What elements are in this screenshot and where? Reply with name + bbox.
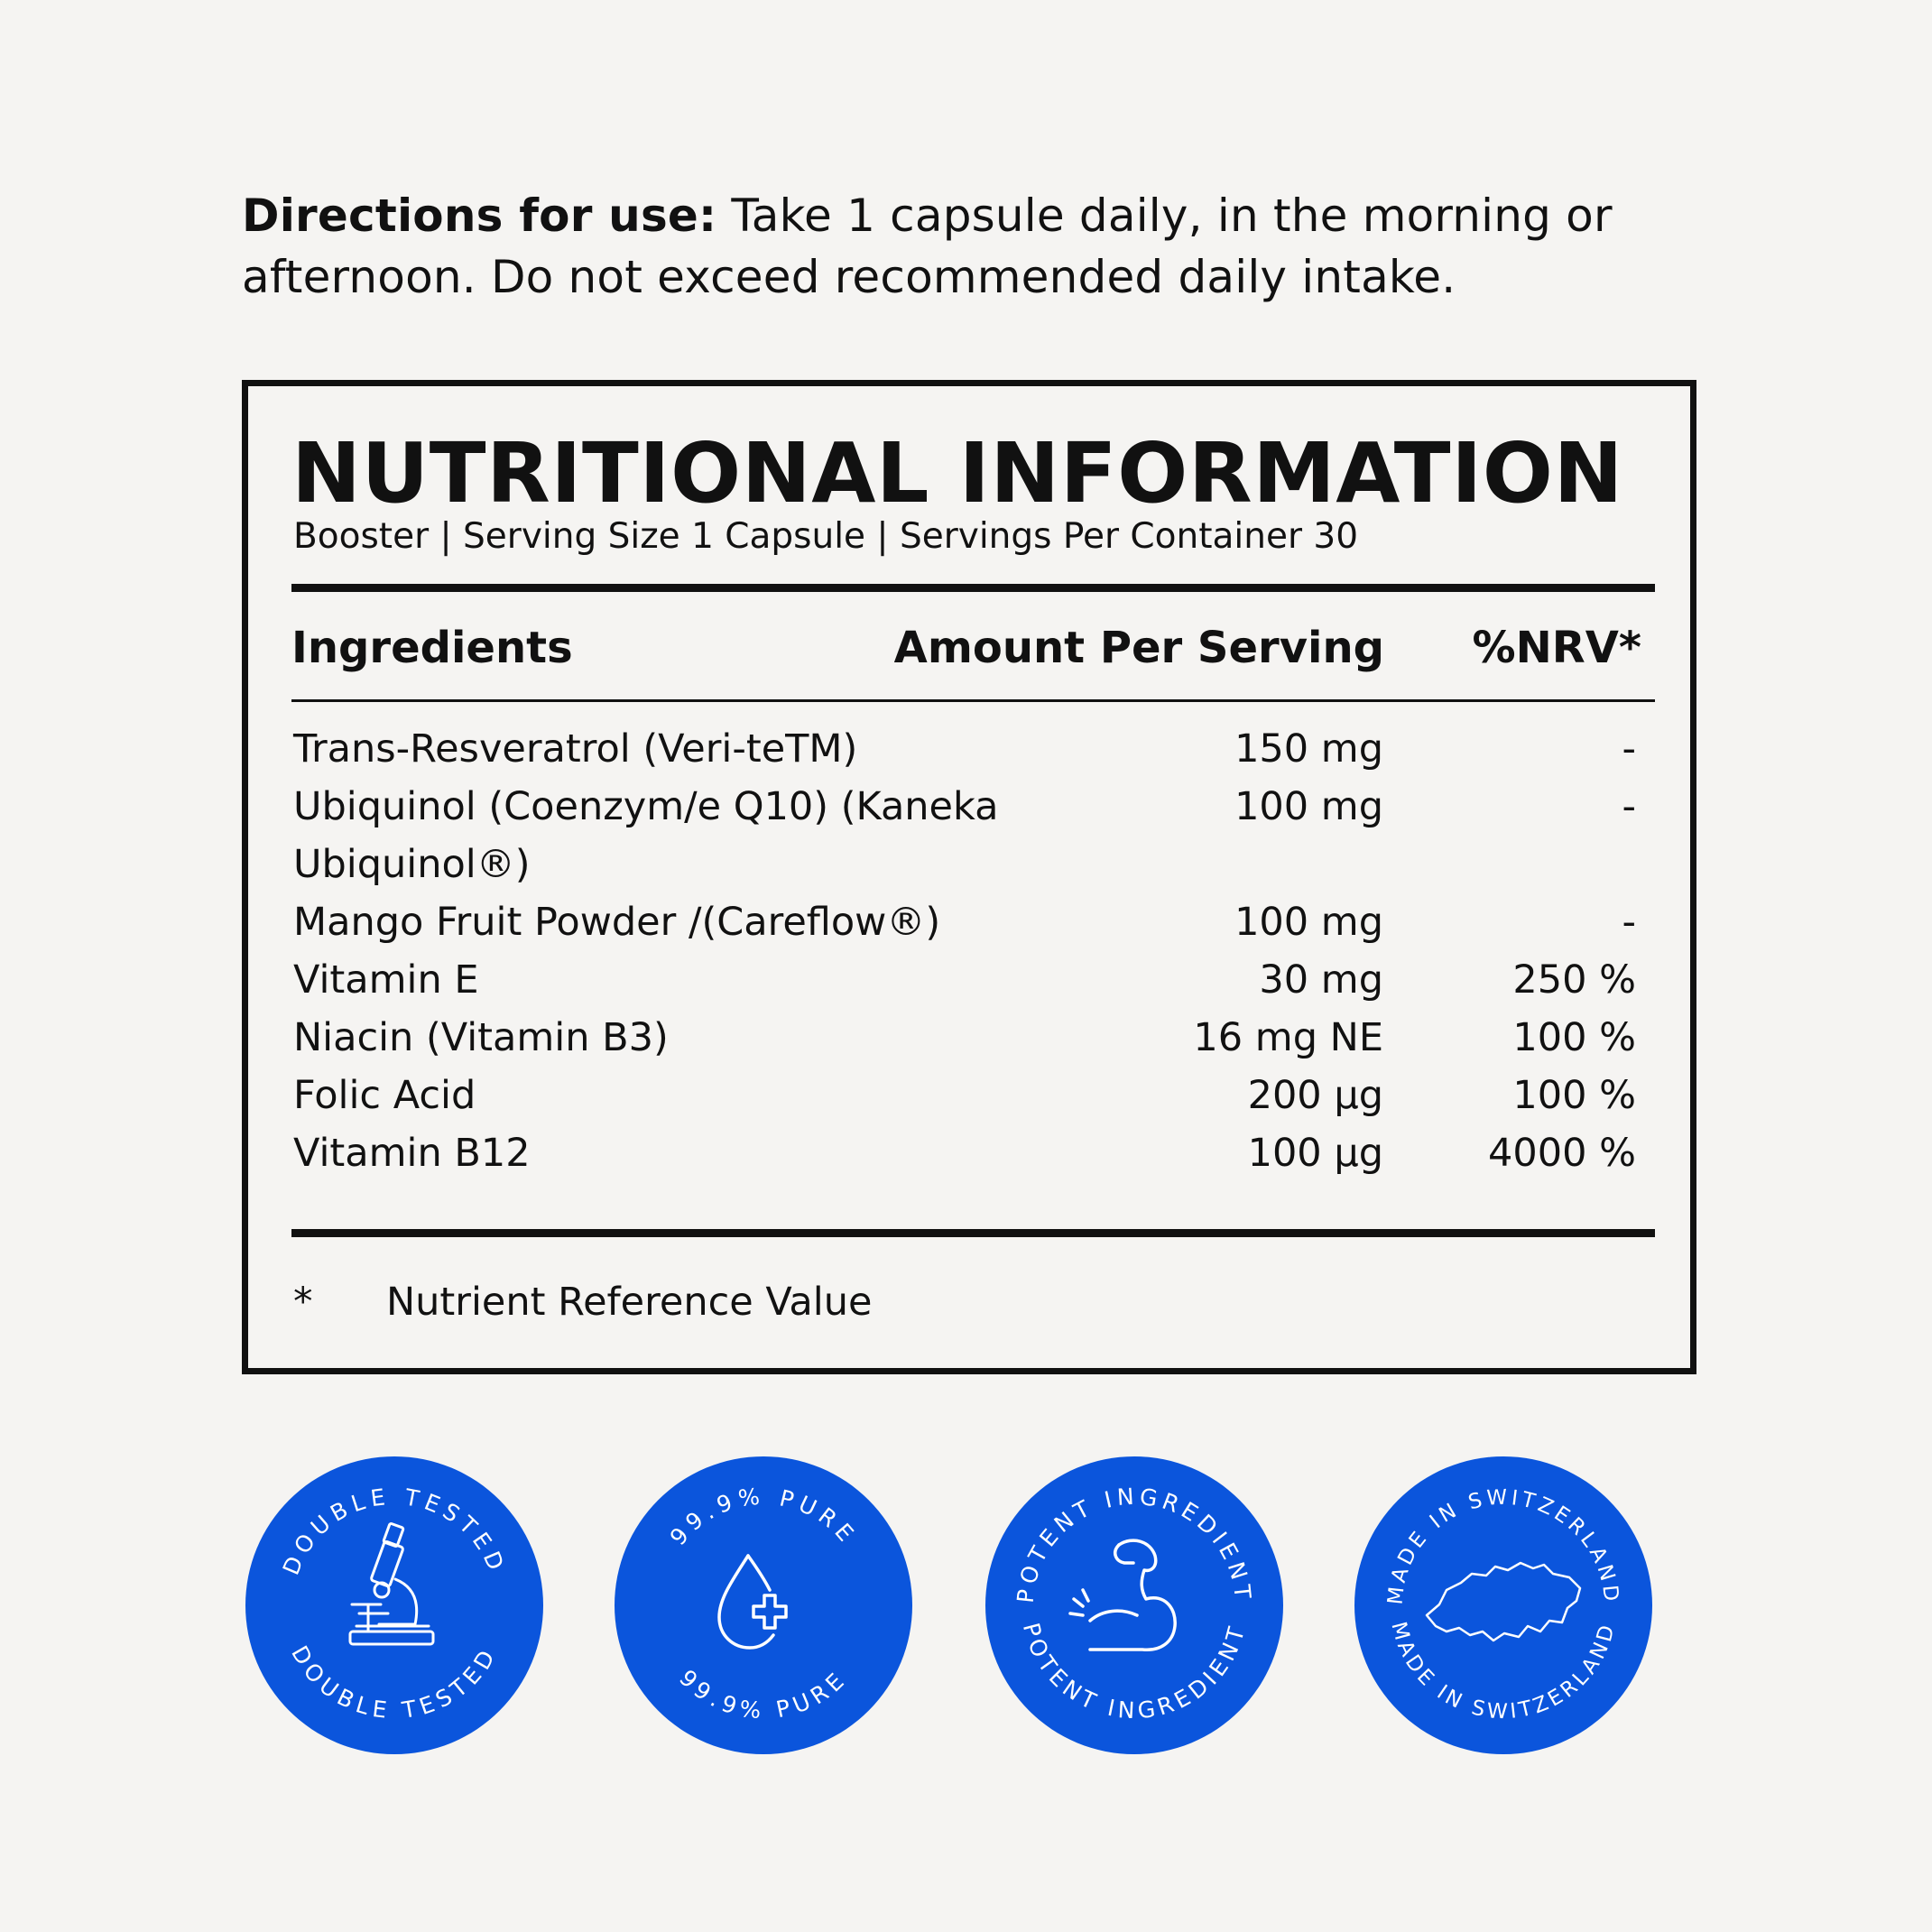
panel-title: NUTRITIONAL INFORMATION (291, 425, 1623, 522)
badge-label-bottom: POTENT INGREDIENT (1017, 1620, 1252, 1724)
ingredient-nrv: 4000 % (1488, 1131, 1636, 1176)
ingredient-nrv: 100 % (1512, 1015, 1636, 1060)
ingredient-amount: 100 mg (1234, 900, 1383, 945)
panel-subtitle: Booster | Serving Size 1 Capsule | Servings Per Container 30 (293, 516, 1359, 557)
header-rule (291, 699, 1655, 702)
header-amount: Amount Per Serving (893, 623, 1384, 673)
badge-label-bottom: DOUBLE TESTED (286, 1641, 503, 1724)
ingredient-amount: 16 mg NE (1193, 1015, 1383, 1060)
badge-double-tested-graphic (244, 1455, 545, 1756)
badge-label-top: POTENT INGREDIENT (1012, 1483, 1257, 1604)
badge-row (0, 1455, 1932, 1756)
bottom-rule (291, 1229, 1655, 1237)
table-row (248, 951, 1690, 1009)
table-row (248, 893, 1690, 951)
footnote-mark: * (293, 1280, 313, 1325)
table-row (248, 720, 1690, 778)
ingredient-table (248, 720, 1690, 1182)
directions-label: Directions for use: (242, 190, 717, 242)
badge-label-top: 99.9% PURE (664, 1483, 863, 1551)
ingredient-nrv: 250 % (1512, 957, 1636, 1003)
badge-label-top: MADE IN SWITZERLAND (1383, 1485, 1623, 1606)
badge-label-bottom: MADE IN SWITZERLAND (1386, 1619, 1621, 1724)
ingredient-name: Trans-Resveratrol (Veri-teTM) (293, 726, 858, 772)
badge-potent-ingredient-graphic (984, 1455, 1285, 1756)
ingredient-amount: 100 mg (1234, 784, 1383, 829)
header-ingredients: Ingredients (291, 623, 573, 673)
ingredient-name: Niacin (Vitamin B3) (293, 1015, 669, 1060)
ingredient-name: Vitamin B12 (293, 1131, 531, 1176)
ingredient-amount: 100 µg (1247, 1131, 1383, 1176)
ingredient-nrv: - (1622, 726, 1636, 772)
badge-made-in-switzerland (1353, 1455, 1654, 1756)
header-nrv: %NRV* (1472, 623, 1641, 673)
badge-double-tested (244, 1455, 545, 1756)
badge-label-bottom: 99.9% PURE (674, 1664, 853, 1724)
badge-99-pure-graphic (613, 1455, 914, 1756)
badge-99-pure (613, 1455, 914, 1756)
ingredient-nrv: 100 % (1512, 1073, 1636, 1118)
ingredient-name: Ubiquinol (Coenzym/e Q10) (Kaneka Ubiquinol®) (293, 784, 999, 887)
badge-potent-ingredient (984, 1455, 1285, 1756)
ingredient-name: Folic Acid (293, 1073, 476, 1118)
ingredient-amount: 150 mg (1234, 726, 1383, 772)
directions-body: Take 1 capsule daily, in the morning or afternoon. Do not exceed recommended daily intake. (242, 190, 1613, 303)
top-rule (291, 584, 1655, 592)
nutrition-panel (242, 380, 1696, 1374)
badge-label-top: DOUBLE TESTED (277, 1483, 512, 1579)
table-row (248, 1124, 1690, 1182)
table-row (248, 1067, 1690, 1124)
badge-made-in-switzerland-graphic (1353, 1455, 1654, 1756)
table-row (248, 778, 1690, 893)
ingredient-amount: 200 µg (1247, 1073, 1383, 1118)
ingredient-nrv: - (1622, 784, 1636, 829)
ingredient-amount: 30 mg (1259, 957, 1383, 1003)
ingredient-nrv: - (1622, 900, 1636, 945)
footnote-text: Nutrient Reference Value (386, 1280, 873, 1325)
directions-text (242, 185, 1758, 308)
ingredient-name: Vitamin E (293, 957, 479, 1003)
ingredient-name: Mango Fruit Powder /(Careflow®) (293, 900, 941, 945)
table-row (248, 1009, 1690, 1067)
